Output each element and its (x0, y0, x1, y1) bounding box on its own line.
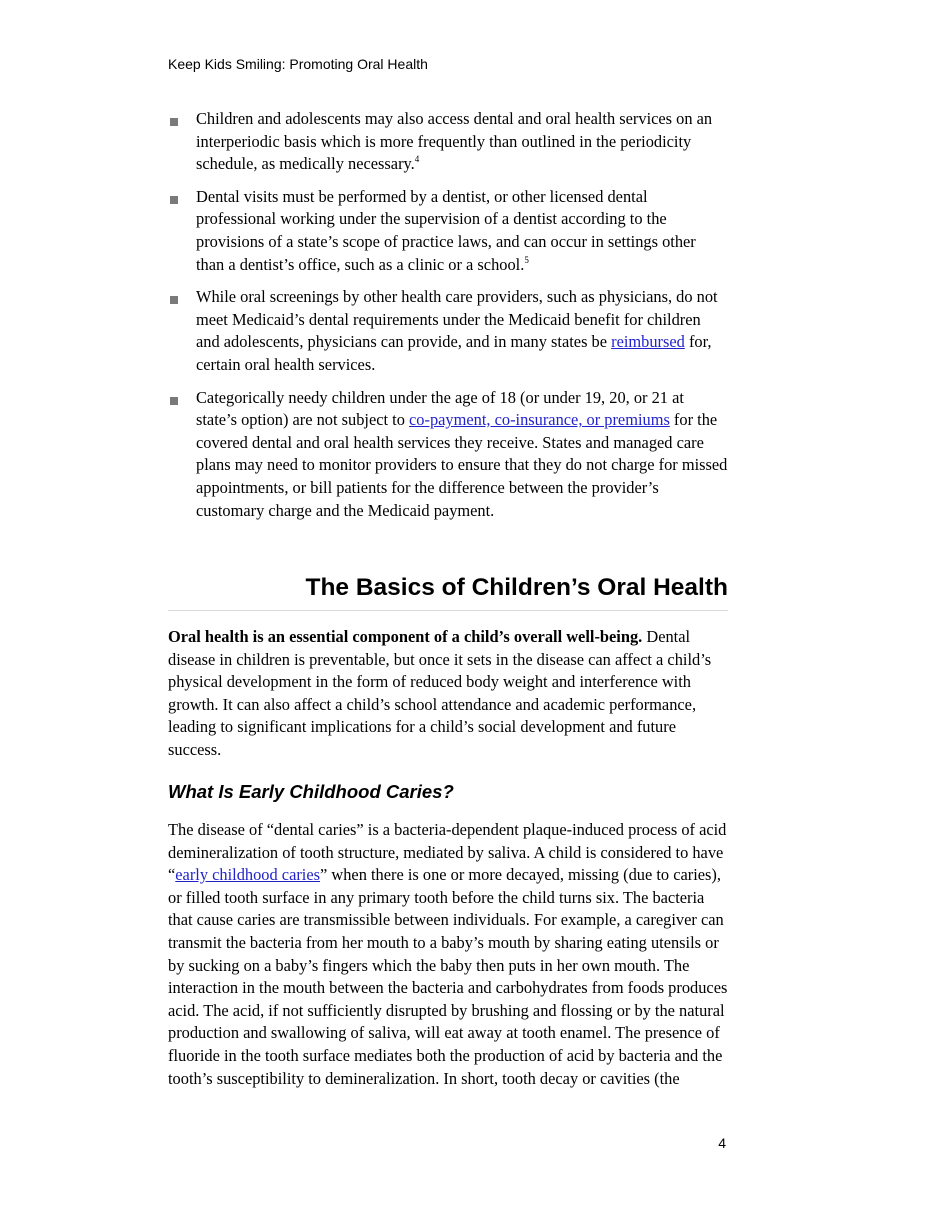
square-bullet-icon (170, 118, 178, 126)
bullet-text-after: for the covered dental and oral health services they receive. States and managed care plans may need to monitor providers to ensure that they do not charge for missed appointments, or bill patients for the difference between the provider’s customary charge and the Medicaid payment. (196, 410, 728, 520)
bullet-text: Children and adolescents may also access dental and oral health services on an interperiodic basis which is more frequently than outlined in the periodicity schedule, as medically necessary. (196, 109, 713, 174)
footnote-ref[interactable]: 5 (524, 254, 529, 265)
intro-bold-lead: Oral health is an essential component of a child’s overall well-being. (168, 627, 643, 646)
copayment-link[interactable]: co-payment, co-insurance, or premiums (409, 410, 670, 430)
bullet-item (168, 108, 728, 176)
subsection-heading: What Is Early Childhood Caries? (168, 781, 454, 802)
bullet-text: Dental visits must be performed by a dentist, or other licensed dental professional working under the supervision of a dentist according to the provisions of a state’s scope of practice laws, and can occur in settings other than a dentist’s office, such as a clinic or a school. (196, 186, 696, 274)
bullet-item (168, 186, 728, 276)
bullet-text: Categorically needy children under the age of 18 (or under 19, 20, or 21 at state’s option) are not subject to (196, 387, 684, 430)
running-header: Keep Kids Smiling: Promoting Oral Health (168, 56, 428, 72)
bullet-item (168, 286, 728, 376)
footnote-ref[interactable]: 4 (414, 154, 420, 165)
square-bullet-icon (170, 296, 178, 304)
intro-paragraph (168, 626, 728, 762)
reimbursed-link[interactable]: reimbursed (611, 332, 685, 352)
bullet-item (168, 387, 728, 523)
caries-text-before: The disease of “dental caries” is a bacteria-dependent plaque-induced process of acid demineralization of tooth structure, mediated by saliva. A child is considered to have “ (168, 820, 727, 885)
bullet-list (168, 108, 728, 532)
caries-text-after: ” when there is one or more decayed, missing (due to caries), or filled tooth surface in any primary tooth before the child turns six. The bacteria that cause caries are transmissible between individuals. For example, a caregiver can transmit the bacteria from her mouth to a baby’s mouth by sharing eating utensils or by sucking on a baby’s fingers which the baby then puts in her own mouth. The interaction in the mouth between the bacteria and carbohydrates from foods produces acid. The acid, if not sufficiently disrupted by brushing and flossing or by the natural production and swallowing of saliva, will eat away at tooth enamel. The presence of fluoride in the tooth surface mediates both the production of acid by bacteria and the tooth’s susceptibility to demineralization. In short, tooth decay or cavities (the (168, 865, 728, 1088)
caries-paragraph (168, 819, 728, 1090)
section-heading: The Basics of Children’s Oral Health (168, 570, 728, 611)
square-bullet-icon (170, 196, 178, 204)
page-number: 4 (718, 1135, 726, 1151)
early-childhood-caries-link[interactable]: early childhood caries (175, 865, 321, 885)
square-bullet-icon (170, 397, 178, 405)
bullet-text-after: for, certain oral health services. (196, 332, 712, 374)
bullet-text: While oral screenings by other health care providers, such as physicians, do not meet Medicaid’s dental requirements under the Medicaid benefit for children and adolescents, physicians can provide, and in many states be (196, 287, 718, 352)
intro-text: Dental disease in children is preventable, but once it sets in the disease can affect a child’s physical development in the form of reduced body weight and interference with growth. It can also affect a child’s school attendance and academic performance, leading to significant implications for a child’s social development and future success. (168, 627, 712, 759)
